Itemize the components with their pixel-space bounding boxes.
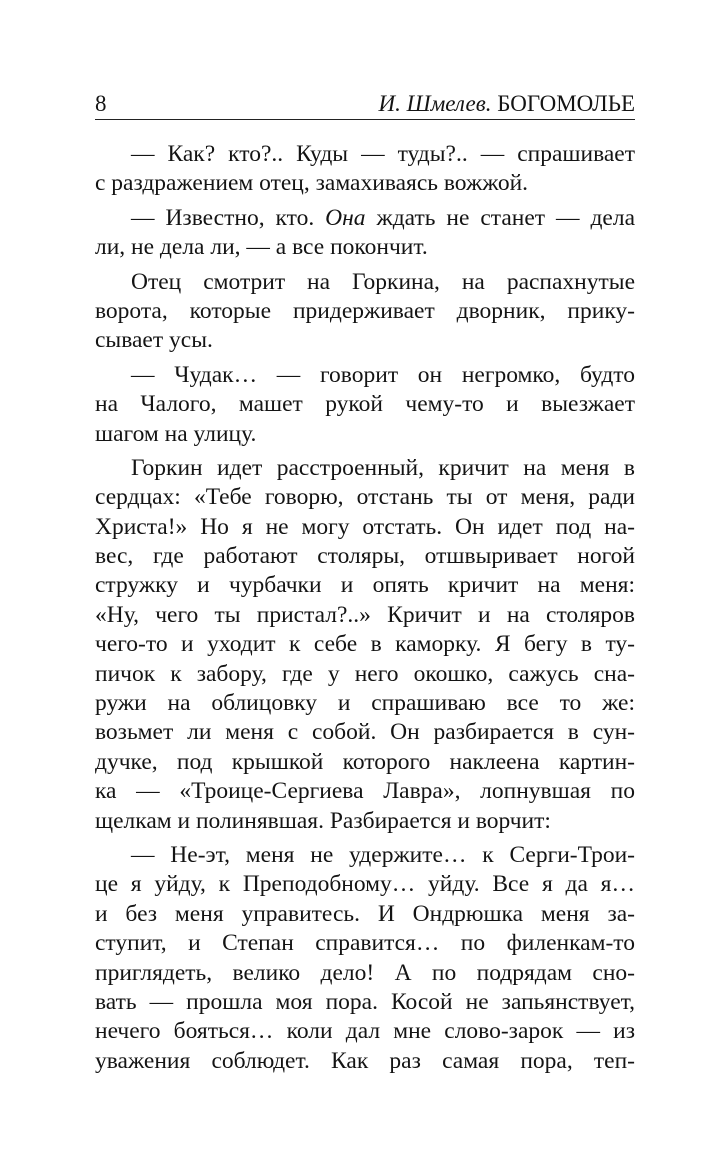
text-line: вес, где работают столяры, отшвыривает ногой — [95, 543, 635, 570]
paragraph — [95, 268, 635, 356]
text-span: — Известно, кто. — [131, 204, 326, 231]
text-line: ступит, и Степан справится… по филенкам-то — [95, 930, 635, 957]
text-line: — Как? кто?.. Куды — туды?.. — спрашивает — [131, 141, 635, 167]
text-span: ждать не станет — дела — [365, 204, 636, 231]
text-line: ли, не дела ли, — а все покончит. — [95, 234, 428, 261]
running-head — [379, 90, 635, 118]
text-line: «Ну, чего ты пристал?..» Кричит и на столяров — [95, 601, 635, 628]
page-number: 8 — [95, 91, 107, 116]
paragraph — [95, 361, 635, 449]
text-line: Отец смотрит на Горкина, на распахнутые — [131, 268, 635, 295]
text-line: Христа!» Но я не могу отстать. Он идет под на- — [95, 513, 635, 540]
text-line: и без меня управитесь. И Ондрюшка меня за- — [95, 900, 635, 927]
text-line: возьмет ли меня с собой. Он разбирается в сун- — [95, 719, 635, 746]
text-line: дучке, под крышкой которого наклеена картин- — [95, 748, 635, 775]
text-line: ка — «Троице-Сергиева Лавра», лопнувшая по — [95, 778, 635, 805]
author-name: И. Шмелев. — [378, 91, 492, 116]
text-line: — Не-эт, меня не удержите… к Серги-Трои- — [131, 841, 635, 868]
paragraph — [95, 841, 635, 1076]
text-line: вать — прошла моя пора. Косой не запьянствует, — [95, 988, 635, 1015]
paragraph — [95, 454, 635, 836]
header-rule — [95, 119, 635, 120]
running-header — [95, 90, 635, 118]
text-line: ружи на облицовку и спрашиваю все то же: — [95, 690, 635, 717]
emphasis-text: Она — [325, 204, 366, 231]
text-line: ворота, которые придерживает дворник, прику- — [95, 297, 635, 324]
text-line: Горкин идет расстроенный, кричит на меня в — [131, 454, 635, 481]
text-line: шагом на улицу. — [95, 420, 257, 447]
text-line: це я уйду, к Преподобному… уйду. Все я да я… — [95, 871, 635, 898]
book-title: БОГОМОЛЬЕ — [497, 91, 635, 116]
text-line: сердцах: «Тебе говорю, отстань ты от меня, ради — [95, 484, 635, 511]
text-line: — Чудак… — говорит он негромко, будто — [131, 361, 635, 388]
text-line — [95, 204, 635, 233]
text-line: с раздражением отец, замахиваясь вожжой. — [95, 170, 529, 197]
text-line: чего-то и уходит к себе в каморку. Я бегу в ту- — [95, 631, 635, 658]
text-line: сывает усы. — [95, 327, 213, 354]
text-line: щелкам и полинявшая. Разбирается и ворчит: — [95, 807, 551, 834]
paragraph — [95, 140, 635, 199]
text-line: на Чалого, машет рукой чему-то и выезжает — [95, 391, 635, 418]
text-line: пичок к забору, где у него окошко, сажусь сна- — [95, 660, 635, 687]
body-text — [95, 140, 635, 1076]
text-line: приглядеть, велико дело! А по подрядам сно- — [95, 959, 635, 986]
text-line: уважения соблюдет. Как раз самая пора, теп- — [95, 1047, 635, 1074]
text-line: нечего бояться… коли дал мне слово-зарок — из — [95, 1018, 635, 1045]
paragraph — [95, 204, 635, 263]
text-line: стружку и чурбачки и опять кричит на меня: — [95, 572, 635, 599]
